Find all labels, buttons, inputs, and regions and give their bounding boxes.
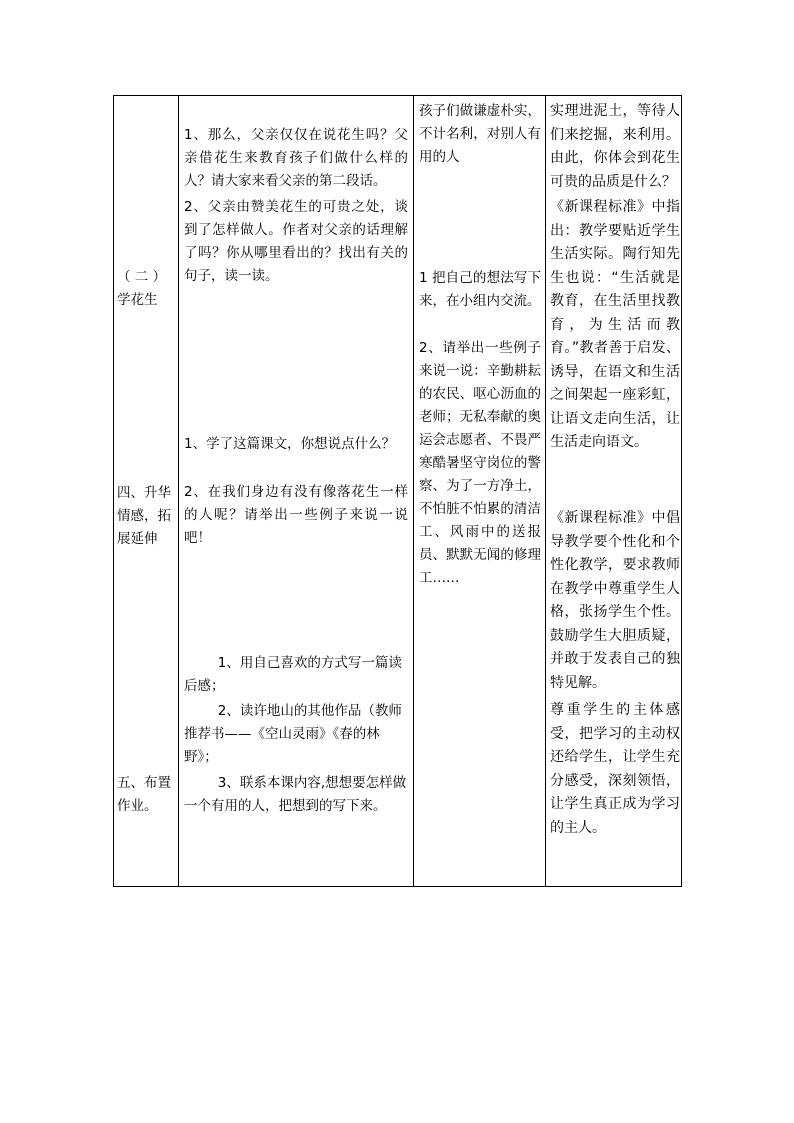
column-divider [545, 96, 546, 886]
student-activity-1: 孩子们做谦虚朴实，不计名利，对别人有用的人 [419, 103, 541, 165]
teacher-question-1: 1、那么，父亲仅仅在说花生吗？父亲借花生来教育孩子们做什么样的人？请大家来看父亲的第二段话。 [184, 127, 408, 189]
stage-four-title: 四、升华情感，拓展延伸 [117, 485, 171, 547]
teacher-question-4: 2、在我们身边有没有像落花生一样的人呢？请举出一些例子来说一说吧！ [184, 484, 408, 546]
column-divider [413, 96, 414, 886]
design-note-2: 《新课程标准》中指出：教学要贴近学生生活实际。陶行知先生也说：“生活就是教育，在生活里找教育，为生活而教育。”教者善于启发、诱导，在语文和生活之间架起一座彩虹，让语文走向生活，让生活走向语文。 [550, 199, 680, 450]
student-activity-2: 1 把自己的想法写下来，在小组内交流。 [419, 270, 541, 309]
homework-item-3: 3、联系本课内容,想想要怎样做一个有用的人，把想到的写下来。 [184, 775, 407, 814]
design-note-3: 《新课程标准》中倡导教学要个性化和个性化教学，要求教师在教学中尊重学生人格，张扬学生个性。鼓励学生大胆质疑，并敢于发表自己的独特见解。 [550, 510, 680, 691]
stage-five-title: 五、布置作业。 [117, 775, 171, 814]
design-note-4: 尊重学生的主体感受，把学习的主动权还给学生，让学生充分感受，深刻领悟，让学生真正成为学习的主人。 [550, 702, 680, 836]
teacher-question-3: 1、学了这篇课文，你想说点什么？ [184, 436, 396, 452]
design-note-1: 实理进泥土，等待人们来挖掘，来利用。由此，你体会到花生可贵的品质是什么？ [550, 103, 680, 190]
stage-two-title: （ 二 ）学花生 [117, 269, 167, 308]
homework-item-1: 1、用自己喜欢的方式写一篇读后感； [184, 655, 402, 694]
column-divider [178, 96, 179, 886]
teacher-question-2: 2、父亲由赞美花生的可贵之处，谈到了怎样做人。作者对父亲的话理解了吗？你从哪里看出的？找出有关的句子，读一读。 [184, 199, 408, 284]
lesson-plan-table [113, 95, 682, 887]
student-activity-3: 2、请举出一些例子来说一说：辛勤耕耘的农民、呕心沥血的老师；无私奉献的奥运会志愿者、不畏严寒酷暑坚守岗位的警察、为了一方净土，不怕脏不怕累的清洁工、风雨中的送报员、默默无闻的修理工…… [419, 340, 541, 586]
homework-item-2: 2、读许地山的其他作品（教师推荐书——《空山灵雨》《春的林野》； [184, 703, 402, 765]
